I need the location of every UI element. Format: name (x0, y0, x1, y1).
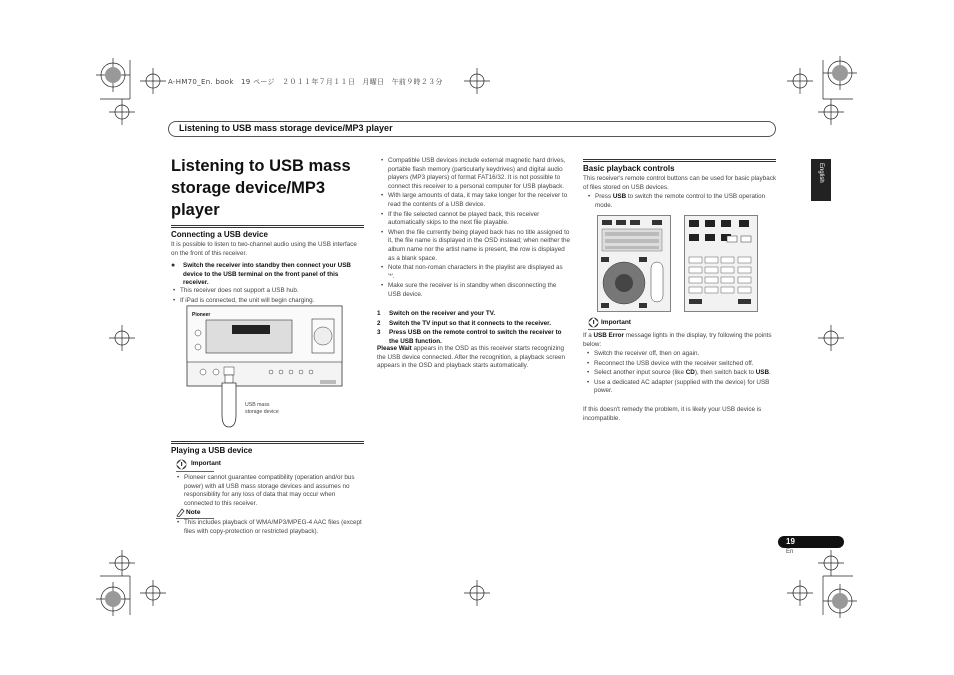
list-item: • Compatible USB devices include external magnetic hard drives, portable flash memory (particularly keydrives) and digital audio players (MP3 players) of format FAT16/32. It is not possible to connect this receiver to a personal computer for USB playback. (379, 157, 570, 191)
divider (171, 225, 364, 228)
connecting-heading: Connecting a USB device (171, 230, 268, 239)
remote-control-left (597, 215, 671, 312)
connecting-step (171, 262, 365, 288)
page-language: En (786, 549, 794, 555)
divider (588, 329, 626, 330)
list-item: • If iPad is connected, the unit will begin charging. (171, 297, 365, 306)
receiver-brand: Pioneer (192, 312, 211, 318)
section-title: Listening to USB mass storage device/MP3 player (179, 123, 393, 133)
list-item: • Use a dedicated AC adapter (supplied with the device) for USB power. (585, 379, 776, 396)
connecting-step-text: Switch the receiver into standby then connect your USB device to the USB terminal on the front panel of this receiver. (183, 262, 351, 287)
important-callout (176, 459, 246, 471)
print-info: A-HM70_En. book 19 ページ ２０１１年７月１１日 月曜日 午前９時２３分 (168, 78, 443, 86)
playing-heading: Playing a USB device (171, 446, 253, 455)
list-item: • Pioneer cannot guarantee compatibility (operation and/or bus power) with all USB mass storage devices and assumes no responsibility for any loss of data that may occur when connected to this receiver. (175, 474, 364, 508)
closing-paragraph: If this doesn't remedy the problem, it is likely your USB device is incompatible. (583, 406, 762, 422)
important-label: Important (601, 319, 631, 326)
basic-controls-intro: This receiver's remote control buttons can be used for basic playback of files stored on USB devices. (583, 175, 777, 191)
page-number-badge (778, 536, 844, 548)
list-item: • Select another input source (like CD), then switch back to USB. (585, 369, 776, 378)
list-item: • Note that non-roman characters in the playlist are displayed as '*'. (379, 264, 570, 281)
list-item: • With large amounts of data, it may take longer for the receiver to read the contents of a USB device. (379, 192, 570, 209)
receiver-usb-figure (186, 305, 346, 440)
list-item: • Press USB to switch the remote control to the USB operation mode. (586, 193, 776, 210)
page-number: 19 (786, 537, 795, 546)
basic-controls-heading: Basic playback controls (583, 164, 675, 173)
step-bullet-icon: ● (171, 262, 176, 269)
important-bullets (175, 474, 364, 509)
list-item: • If the file selected cannot be played back, this receiver automatically skips to the next file playable. (379, 211, 570, 228)
language-label: English (818, 163, 824, 183)
note-bullets (175, 519, 364, 537)
usb-error-bullets (585, 350, 776, 397)
usb-error-paragraph: If a USB Error message lights in the display, try following the points below: (583, 332, 772, 348)
note-icon (176, 508, 185, 517)
important-callout-right (588, 317, 658, 329)
page-title: Listening to USB mass storage device/MP3 player (171, 157, 351, 219)
important-icon (176, 459, 187, 470)
note-callout (176, 508, 236, 518)
important-icon (588, 317, 599, 328)
list-item: • When the file currently being played back has no title assigned to it, the file name is displayed in the OSD instead; when neither the album name nor the artist name is present, the row is displayed as a blank space. (379, 229, 570, 263)
step-item: 2 Switch the TV input so that it connects to the receiver. (377, 319, 551, 327)
step-item: 3 Press USB on the remote control to switch the receiver to the USB function. (377, 329, 562, 345)
please-wait-paragraph: Please Wait appears in the OSD as this receiver starts recognizing the USB device connected. After the recognition, a playback screen appears in the OSD and playback starts automatically. (377, 345, 565, 370)
list-item: • Switch the receiver off, then on again. (585, 350, 776, 359)
press-usb-bullet (586, 193, 776, 211)
list-item: • Reconnect the USB device with the receiver switched off. (585, 360, 776, 369)
list-item: • This receiver does not support a USB hub. (171, 287, 365, 296)
important-label: Important (191, 460, 221, 467)
playback-steps (377, 310, 570, 347)
connecting-intro: It is possible to listen to two-channel audio using the USB interface on the front of this receiver. (171, 241, 357, 257)
list-item: • Make sure the receiver is in standby when disconnecting the USB device. (379, 282, 570, 299)
language-tab (811, 159, 831, 201)
section-header-bar (168, 121, 776, 137)
usb-info-bullets (379, 157, 570, 301)
remote-control-right (684, 215, 758, 312)
step-item: 1 Switch on the receiver and your TV. (377, 310, 496, 317)
figure-caption: storage device (245, 409, 279, 415)
figure-caption: USB mass (245, 402, 270, 408)
note-label: Note (186, 509, 201, 516)
divider (176, 471, 214, 472)
connecting-bullets (171, 287, 365, 306)
divider (171, 441, 364, 444)
list-item: • This includes playback of WMA/MP3/MPEG-4 AAC files (except files with copy-protection or restricted playback). (175, 519, 364, 536)
divider (583, 159, 776, 162)
